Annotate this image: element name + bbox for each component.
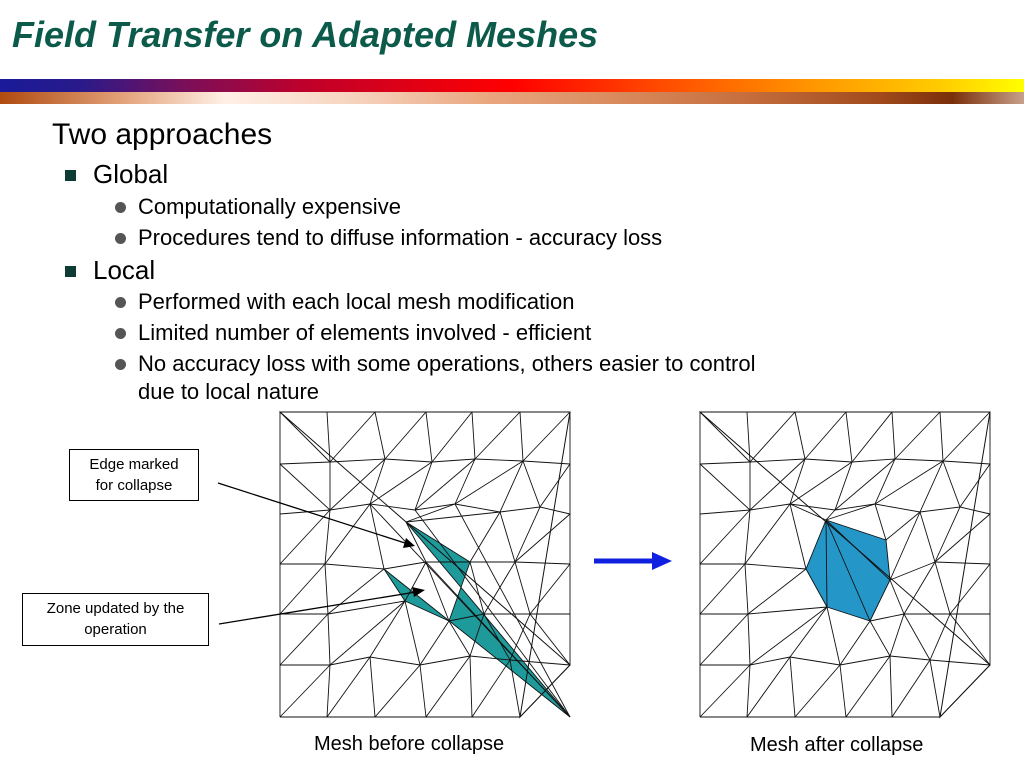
mesh-edge <box>515 562 570 564</box>
mesh-edge <box>935 562 950 614</box>
mesh-edge <box>530 564 570 614</box>
mesh-edge <box>700 564 745 614</box>
mesh-edge <box>280 464 330 510</box>
mesh-edge <box>943 461 990 464</box>
mesh-edge <box>930 660 990 665</box>
mesh-edge <box>950 564 990 614</box>
mesh-edge <box>472 660 510 717</box>
mesh-before-collapse <box>280 412 570 717</box>
bullet-global-2: Procedures tend to diffuse information - accuracy loss <box>138 225 663 250</box>
callout-zone-line1: Zone updated by the <box>46 600 185 617</box>
mesh-edge <box>700 464 750 510</box>
mesh-edge <box>700 510 750 514</box>
callout-edge-line2: for collapse <box>95 477 173 494</box>
mesh-edge <box>790 657 840 665</box>
mesh-edge <box>790 462 852 504</box>
mesh-edge <box>870 614 904 621</box>
mesh-edge <box>515 507 540 562</box>
mesh-edge <box>904 562 935 614</box>
mesh-edge <box>406 522 570 717</box>
callout-zone-line2: operation <box>84 621 147 638</box>
mesh-edge <box>280 462 330 464</box>
mesh-edge <box>750 607 827 665</box>
mesh-edge <box>280 614 328 665</box>
mesh-edge <box>750 459 805 462</box>
mesh-edge <box>370 462 432 504</box>
mesh-edge <box>520 412 523 461</box>
mesh-edge <box>426 656 470 717</box>
mesh-edge <box>935 514 990 562</box>
mesh-edge <box>475 412 520 459</box>
mesh-edge <box>960 507 990 514</box>
bullet-local-3: No accuracy loss with some operations, others easier to control <box>138 351 756 376</box>
callout-zone-updated <box>22 593 209 646</box>
mesh-edge <box>426 412 432 462</box>
mesh-edge <box>745 510 750 564</box>
mesh-edge <box>790 657 795 717</box>
mesh-edge <box>426 562 570 717</box>
mesh-edge <box>432 459 475 462</box>
mesh-edge <box>940 412 943 461</box>
mesh-edge <box>370 601 405 657</box>
mesh-edge <box>370 657 420 665</box>
mesh-edge <box>748 607 827 614</box>
mesh-edge <box>930 660 940 717</box>
mesh-edge <box>700 462 750 464</box>
mesh-edge <box>475 459 523 461</box>
mesh-edge <box>280 665 330 717</box>
mesh-edge <box>890 580 904 614</box>
mesh-edge <box>895 412 940 459</box>
mesh-edge <box>795 412 805 459</box>
mesh-edge <box>420 656 470 665</box>
mesh-edge <box>747 657 790 717</box>
mesh-edge <box>748 614 750 665</box>
mesh-edge <box>700 665 750 717</box>
mesh-edge <box>827 607 840 665</box>
callout-edge-marked <box>69 449 199 501</box>
mesh-edge <box>375 665 420 717</box>
mesh-edge <box>370 504 384 569</box>
bullet-global: Global <box>93 159 169 189</box>
mesh-edge <box>875 504 886 540</box>
mesh-edge <box>748 569 806 614</box>
mesh-edge <box>943 461 960 507</box>
mesh-edge <box>384 562 426 569</box>
mesh-edge <box>330 657 370 665</box>
mesh-edge <box>432 412 472 462</box>
slide-title: Field Transfer on Adapted Meshes <box>12 14 599 55</box>
mesh-edge <box>875 504 920 512</box>
mesh-edge <box>890 656 892 717</box>
mesh-edge <box>745 564 748 614</box>
mesh-edge <box>327 657 370 717</box>
mesh-edge <box>330 459 385 462</box>
heading-two-approaches: Two approaches <box>52 118 273 151</box>
mesh-edge <box>280 510 330 564</box>
mesh-edge <box>375 412 385 459</box>
mesh-edge <box>700 510 750 564</box>
mesh-edge <box>892 660 930 717</box>
mesh-edge <box>745 564 806 569</box>
mesh-edge <box>370 657 375 717</box>
mesh-edge <box>870 621 890 656</box>
mesh-edge <box>330 601 405 665</box>
mesh-edge <box>852 412 892 462</box>
mesh-edge <box>384 569 570 717</box>
mesh-edge <box>327 665 330 717</box>
bullet-local-1: Performed with each local mesh modification <box>138 289 575 314</box>
mesh-edge <box>852 459 895 462</box>
mesh-edge <box>420 665 426 717</box>
mesh-edge <box>325 564 384 569</box>
bullet-global-1: Computationally expensive <box>138 194 401 219</box>
mesh-edge <box>540 507 570 514</box>
mesh-edge <box>700 412 750 462</box>
caption-before: Mesh before collapse <box>314 733 505 755</box>
mesh-edge <box>420 621 449 665</box>
mesh-edge <box>325 504 370 564</box>
mesh-edge <box>890 614 904 656</box>
mesh-edge <box>470 512 500 562</box>
mesh-edge <box>472 412 475 459</box>
mesh-edge <box>846 412 852 462</box>
mesh-edge <box>328 614 330 665</box>
mesh-edge <box>892 412 895 459</box>
mesh-edge <box>750 412 795 462</box>
callout-edge-line1: Edge marked <box>89 456 179 473</box>
caption-after: Mesh after collapse <box>750 734 924 756</box>
mesh-edge <box>920 512 935 562</box>
mesh-edge <box>515 562 530 614</box>
mesh-edge <box>904 614 930 660</box>
mesh-edge <box>523 461 540 507</box>
mesh-edge <box>385 412 426 459</box>
mesh-edge <box>747 665 750 717</box>
mesh-edge <box>455 504 500 512</box>
mesh-edge <box>840 665 846 717</box>
mesh-edge <box>935 562 990 564</box>
mesh-edge <box>805 412 846 459</box>
mesh-edge <box>790 607 827 657</box>
mesh-edge <box>280 564 325 614</box>
mesh-edge <box>500 512 515 562</box>
bullet-local: Local <box>93 255 156 285</box>
bullet-local-3-cont: due to local nature <box>138 379 320 404</box>
mesh-edge <box>840 621 870 665</box>
mesh-after-collapse <box>700 412 990 717</box>
mesh-edge <box>700 614 748 665</box>
mesh-edge <box>840 656 890 665</box>
mesh-edge <box>895 459 943 461</box>
mesh-edge <box>805 459 852 462</box>
mesh-edge <box>523 461 570 464</box>
mesh-edge <box>890 656 930 660</box>
mesh-edge <box>330 412 375 462</box>
mesh-edge <box>935 507 960 562</box>
mesh-edge <box>886 512 920 540</box>
transition-arrow-icon <box>594 552 672 570</box>
mesh-edge <box>328 601 405 614</box>
mesh-edge <box>280 412 330 462</box>
mesh-edge <box>790 504 806 569</box>
mesh-edge <box>328 569 384 614</box>
mesh-edge <box>515 514 570 562</box>
mesh-edge <box>795 665 840 717</box>
mesh-edge <box>920 507 960 512</box>
mesh-edge <box>745 504 790 564</box>
mesh-edge <box>846 656 890 717</box>
mesh-edge <box>405 601 420 665</box>
mesh-edge <box>500 507 540 512</box>
mesh-edge <box>385 459 432 462</box>
mesh-edge <box>370 504 415 510</box>
mesh-edge <box>470 656 472 717</box>
bullet-local-2: Limited number of elements involved - efficient <box>138 320 592 345</box>
